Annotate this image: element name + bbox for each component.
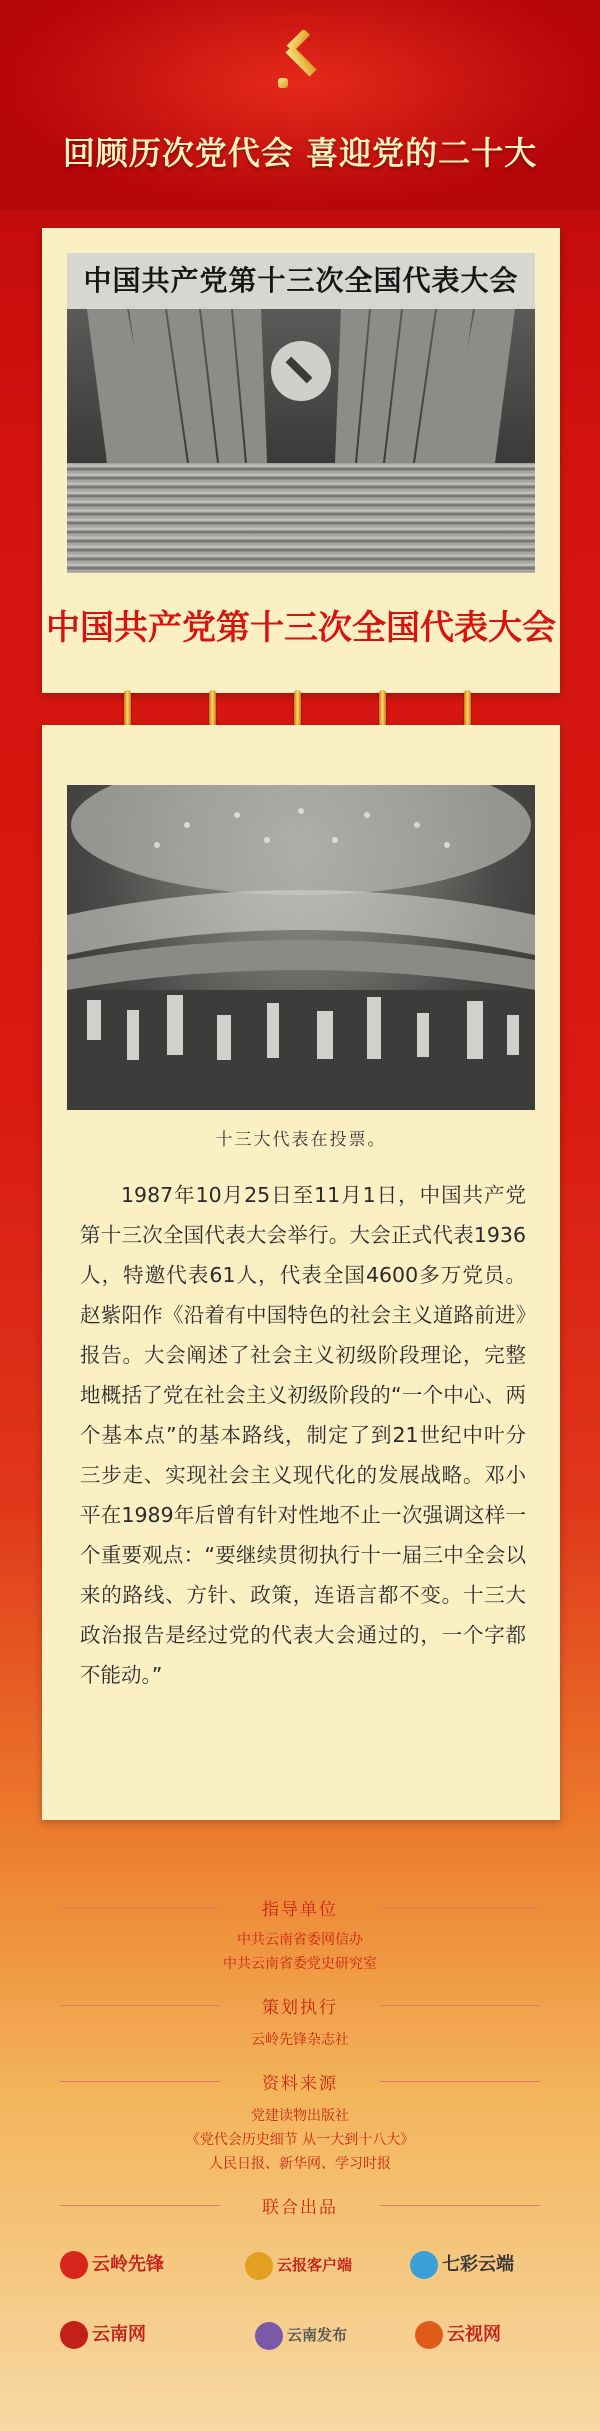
logo-mark-icon [415,2321,443,2349]
credit-line: 党建读物出版社 [251,2108,349,2124]
logo-yunbao-client[interactable]: 云报客户端 [245,2245,352,2285]
auditorium-illustration [67,785,535,1110]
voting-photo [67,785,535,1110]
credit-line: 中共云南省委网信办 [237,1932,363,1948]
congress-hall-photo [67,253,535,573]
logo-mark-icon [60,2251,88,2279]
logo-yunnan-net[interactable]: 云南网 [60,2315,146,2355]
ring-icon [209,690,216,730]
credit-line: 《党代会历史细节 从一大到十八大》 [185,2132,415,2148]
congress-card [42,228,560,693]
header-banner [0,0,600,210]
section-heading: 指导单位 [0,1895,600,1919]
credit-line: 中共云南省委党史研究室 [223,1956,377,1972]
red-flags-backdrop [67,309,535,463]
ring-icon [464,690,471,730]
ring-icon [124,690,131,730]
section-heading: 联合出品 [0,2193,600,2217]
photo-banner-text: 中国共产党第十三次全国代表大会 [67,253,535,309]
ring-icon [379,690,386,730]
logo-yunnan-fabu[interactable]: 云南发布 [255,2315,347,2355]
page-title: 回顾历次党代会 喜迎党的二十大 [62,134,538,172]
hammer-sickle-icon [270,30,332,92]
ring-icon [294,690,301,730]
photo-caption: 十三大代表在投票。 [215,1130,387,1150]
logo-yunling-xianfeng[interactable]: 云岭先锋 [60,2245,164,2285]
logo-mark-icon [245,2252,273,2280]
credit-line: 云岭先锋杂志社 [251,2032,349,2048]
logo-mark-icon [410,2251,438,2279]
logo-mark-icon [255,2322,283,2350]
logo-yunshi-net[interactable]: 云视网 [415,2315,501,2355]
logo-mark-icon [60,2321,88,2349]
logo-qicai-yunduan[interactable]: 七彩云端 [410,2245,514,2285]
credit-line: 人民日报、新华网、学习时报 [209,2156,391,2172]
article-body: 1987年10月25日至11月1日，中国共产党第十三次全国代表大会举行。大会正式代表1936人，特邀代表61人，代表全国4600多万党员。赵紫阳作《沿着有中国特色的社会主义道路前进》报告。大会阐述了社会主义初级阶段理论，完整地概括了党在社会主义初级阶段的“一个中心、两个基本点”的基本路线，制定了到21世纪中叶分三步走、实现社会主义现代化的发展战略。邓小平在1989年后曾有针对性地不止一次强调这样一个重要观点：“要继续贯彻执行十一届三中全会以来的路线、方针、政策，连语言都不变。十三大政治报告是经过党的代表大会通过的，一个字都不能动。” [80,1183,526,1687]
section-heading: 策划执行 [0,1993,600,2017]
article-card [42,725,560,1820]
section-heading: 资料来源 [0,2069,600,2093]
congress-title: 中国共产党第十三次全国代表大会 [46,608,556,648]
